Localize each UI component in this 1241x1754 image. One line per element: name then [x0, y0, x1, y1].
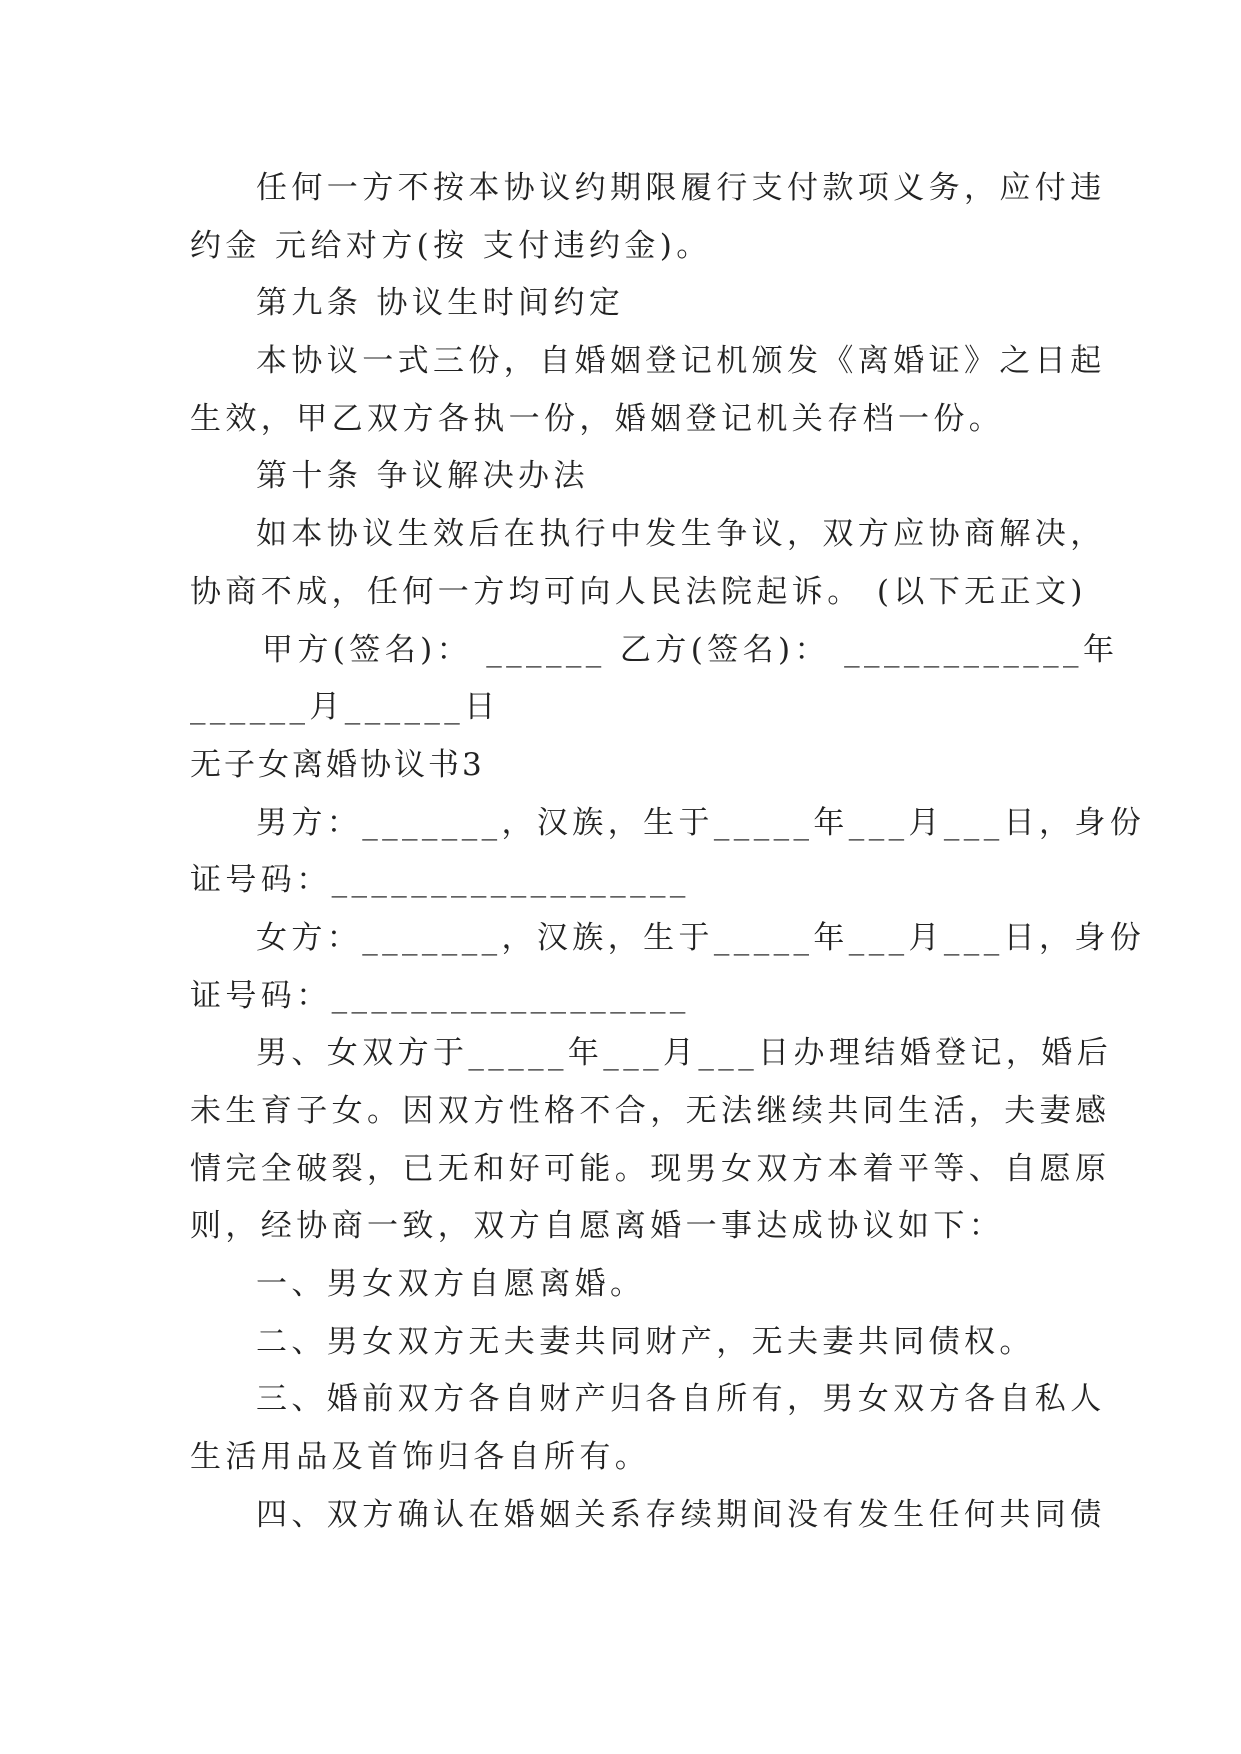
paragraph-line: 约金 元给对方(按 支付违约金)。	[190, 228, 712, 264]
paragraph-line: 女方：_______，汉族，生于_____年___月___日，身份	[256, 920, 1146, 956]
list-item: 三、婚前双方各自财产归各自所有，男女双方各自私人	[256, 1381, 1106, 1417]
list-item: 四、双方确认在婚姻关系存续期间没有发生任何共同债	[256, 1497, 1106, 1533]
document-title: 无子女离婚协议书3	[190, 747, 485, 783]
paragraph-line: 男方：_______，汉族，生于_____年___月___日，身份	[256, 805, 1146, 841]
paragraph-line: 如本协议生效后在执行中发生争议，双方应协商解决，	[256, 516, 1106, 552]
paragraph-line: 则，经协商一致，双方自愿离婚一事达成协议如下：	[190, 1208, 1005, 1244]
paragraph-line: 未生育子女。因双方性格不合，无法继续共同生活，夫妻感	[190, 1093, 1111, 1129]
paragraph-line: 本协议一式三份，自婚姻登记机颁发《离婚证》之日起	[256, 343, 1106, 379]
section-heading: 第十条 争议解决办法	[256, 458, 589, 494]
paragraph-line: 任何一方不按本协议约期限履行支付款项义务，应付违	[256, 170, 1106, 206]
paragraph-line: 协商不成，任何一方均可向人民法院起诉。 (以下无正文)	[190, 574, 1087, 610]
paragraph-line: 证号码：__________________	[190, 978, 690, 1014]
section-heading: 第九条 协议生时间约定	[256, 285, 625, 321]
date-line: ______月______日	[190, 689, 500, 725]
paragraph-line: 生活用品及首饰归各自所有。	[190, 1439, 651, 1475]
signature-line: 甲方(签名)： ______ 乙方(签名)： ____________年	[262, 632, 1119, 668]
paragraph-line: 证号码：__________________	[190, 862, 690, 898]
paragraph-line: 男、女双方于_____年___月___日办理结婚登记，婚后	[256, 1035, 1113, 1071]
paragraph-line: 情完全破裂，已无和好可能。现男女双方本着平等、自愿原	[190, 1151, 1111, 1187]
paragraph-line: 生效，甲乙双方各执一份，婚姻登记机关存档一份。	[190, 401, 1005, 437]
list-item: 一、男女双方自愿离婚。	[256, 1266, 646, 1302]
list-item: 二、男女双方无夫妻共同财产，无夫妻共同债权。	[256, 1324, 1035, 1360]
